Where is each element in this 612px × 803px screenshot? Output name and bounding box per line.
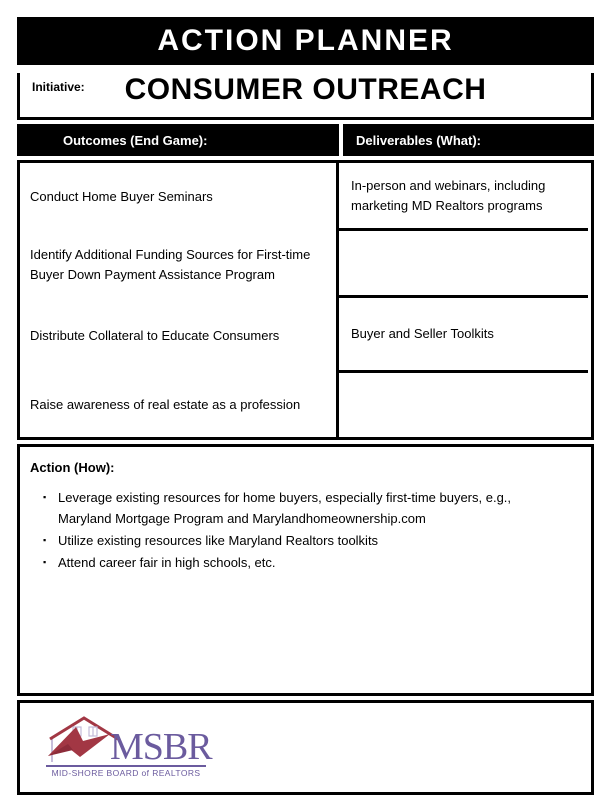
action-bullet-text-3: Attend career fair in high schools, etc. [58,555,276,570]
outcomes-column-header: Outcomes (End Game): [17,124,339,156]
deliverable-cell-3 [339,298,588,373]
logo-tagline: MID-SHORE BOARD of REALTORS [51,768,201,778]
action-bullet-text-2: Utilize existing resources like Maryland Realtors toolkits [58,533,379,548]
initiative-label: Initiative: [32,80,85,94]
column-header-row [17,124,594,156]
outcome-text-2: Identify Additional Funding Sources for First-time Buyer Down Payment Assistance Program [30,246,311,282]
page-title: ACTION PLANNER [157,24,454,57]
bullet-icon: ▪ [43,492,47,502]
action-bullet-item-2 [30,530,535,551]
outcome-cell-3 [20,298,336,373]
action-header: Action (How): [30,460,115,475]
outcome-cell-2 [20,231,336,298]
outcome-text-3: Distribute Collateral to Educate Consumers [30,327,280,343]
action-bullet-text-1: Leverage existing resources for home buyers, especially first-time buyers, e.g., Maryland Mortgage Program and Marylandhomeownership.com [58,490,512,526]
action-bullet-item-1 [30,487,535,529]
action-planner-document [17,17,594,795]
initiative-row [17,73,594,120]
action-section [17,444,594,696]
deliverable-text-1: In-person and webinars, including marketing MD Realtors programs [351,177,546,213]
initiative-value: CONSUMER OUTREACH [124,73,487,106]
outcomes-deliverables-table [17,160,594,440]
outcome-cell-1 [20,163,336,231]
bullet-icon: ▪ [43,535,47,545]
deliverable-cell-4 [339,373,588,437]
bullet-icon: ▪ [43,557,47,567]
msbr-acronym: MSBR [110,725,212,768]
deliverable-text-3: Buyer and Seller Toolkits [351,326,494,341]
outcome-text-4: Raise awareness of real estate as a profession [30,397,301,412]
deliverable-cell-2 [339,231,588,298]
action-bullet-item-3 [30,552,535,573]
deliverables-column [339,163,588,437]
logo-section [17,700,594,795]
deliverables-column-header: Deliverables (What): [343,124,594,156]
msbr-logo [46,714,212,778]
outcome-cell-4 [20,373,336,437]
deliverable-cell-1 [339,163,588,231]
outcome-text-1: Conduct Home Buyer Seminars [30,189,213,204]
logo-top [46,714,212,768]
title-bar [17,17,594,65]
outcomes-column [20,163,339,437]
action-bullet-list [30,487,577,573]
